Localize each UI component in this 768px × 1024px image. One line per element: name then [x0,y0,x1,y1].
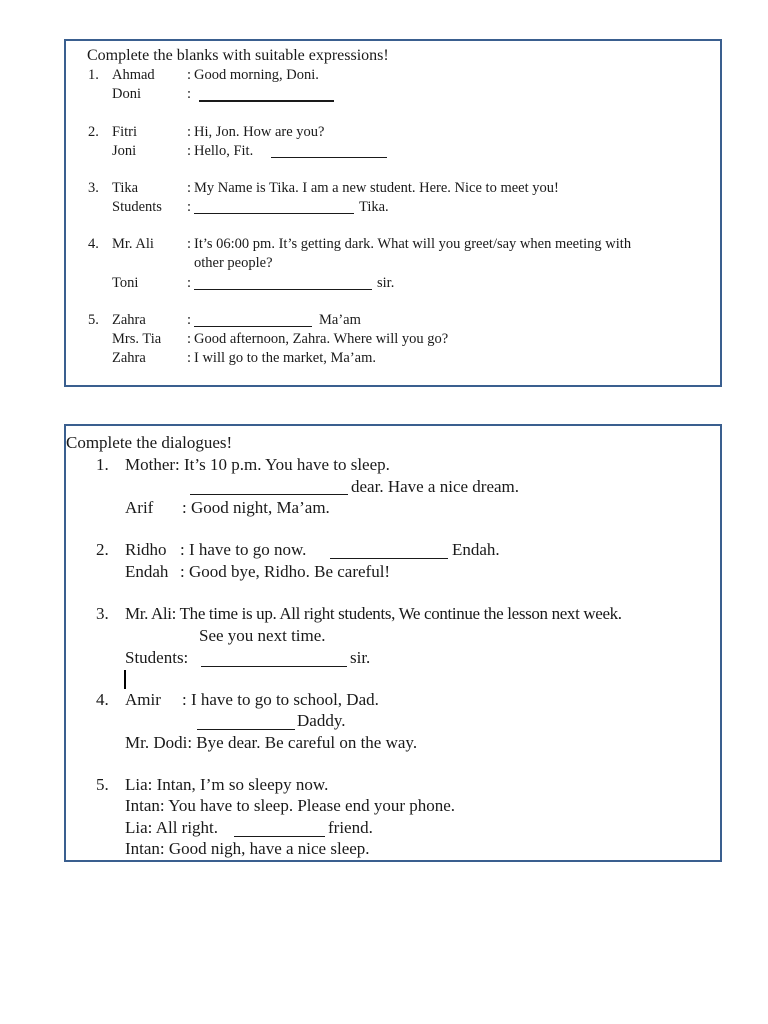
colon: : [187,180,192,196]
dialogue-line: Hello, Fit. [194,143,254,159]
item-number: 3. [96,604,109,623]
dialogue-line: : I have to go now. [180,540,307,559]
speaker: Fitri [112,124,137,140]
dialogue-line: It’s 06:00 pm. It’s getting dark. What will you greet/say when meeting with [194,236,632,252]
item-number: 2. [88,124,99,140]
answer-blank[interactable] [201,666,347,667]
text-cursor [124,670,126,689]
exercise-1-instruction: Complete the blanks with suitable expressions! [87,47,389,64]
dialogue-line: Lia: Intan, I’m so sleepy now. [125,775,329,794]
speaker: Doni [112,86,141,102]
speaker: Ahmad [112,67,155,83]
dialogue-line: Good morning, Doni. [194,67,319,83]
dialogue-line: Tika. [359,199,389,215]
colon: : [187,312,192,328]
dialogue-line: sir. [377,275,395,291]
answer-blank[interactable] [271,157,387,158]
item-number: 5. [88,312,99,328]
dialogue-line: Endah. [452,540,500,559]
dialogue-line: Intan: You have to sleep. Please end your phone. [125,796,456,815]
speaker: Students [112,199,162,215]
speaker: Students: [125,648,189,667]
dialogue-line: Daddy. [297,711,346,730]
item-number: 5. [96,775,109,794]
colon: : [187,236,192,252]
item-number: 1. [88,67,99,83]
speaker: Ridho [125,540,167,559]
dialogue-line: friend. [328,818,373,837]
dialogue-line: I will go to the market, Ma’am. [194,350,377,366]
answer-blank[interactable] [194,326,312,327]
answer-blank[interactable] [330,558,448,559]
colon: : [187,86,192,102]
dialogue-line: : Good night, Ma’am. [182,498,330,517]
dialogue-line: Mr. Ali: The time is up. All right students, We continue the lesson next week. [125,604,622,623]
dialogue-line: Good afternoon, Zahra. Where will you go? [194,331,449,347]
speaker: Zahra [112,312,146,328]
speaker: Tika [112,180,139,196]
speaker: Amir [125,690,161,709]
answer-blank[interactable] [234,836,325,837]
dialogue-line: Intan: Good nigh, have a nice sleep. [125,839,370,858]
colon: : [187,67,192,83]
item-number: 4. [88,236,99,252]
dialogue-line: Mother: It’s 10 p.m. You have to sleep. [125,455,390,474]
answer-blank[interactable] [197,729,295,730]
dialogue-line-continued: See you next time. [199,626,326,645]
speaker: Mrs. Tia [112,331,162,347]
answer-blank[interactable] [194,289,372,290]
dialogue-line: Hi, Jon. How are you? [194,124,325,140]
dialogue-line: dear. Have a nice dream. [351,477,520,496]
speaker: Zahra [112,350,146,366]
answer-blank[interactable] [194,213,354,214]
dialogue-line: My Name is Tika. I am a new student. Here. Nice to meet you! [194,180,559,196]
item-number: 4. [96,690,109,709]
dialogue-line: : I have to go to school, Dad. [182,690,379,709]
colon: : [187,350,192,366]
item-number: 2. [96,540,109,559]
colon: : [187,143,192,159]
dialogue-line: sir. [350,648,371,667]
speaker: Toni [112,275,139,291]
speaker: Mr. Ali [112,236,154,252]
colon: : [187,331,192,347]
speaker: Joni [112,143,137,159]
item-number: 3. [88,180,99,196]
item-number: 1. [96,455,109,474]
colon: : [187,199,192,215]
dialogue-line: Mr. Dodi: Bye dear. Be careful on the way. [125,733,418,752]
answer-blank[interactable] [199,100,334,102]
speaker: Lia: All right. [125,818,219,837]
speaker: Endah [125,562,169,581]
dialogue-line: : Good bye, Ridho. Be careful! [180,562,391,581]
dialogue-line-continued: other people? [194,255,273,271]
colon: : [187,275,192,291]
answer-blank[interactable] [190,494,348,495]
speaker: Arif [125,498,154,517]
colon: : [187,124,192,140]
dialogue-line: Ma’am [319,312,361,328]
exercise-2-instruction: Complete the dialogues! [66,433,233,452]
